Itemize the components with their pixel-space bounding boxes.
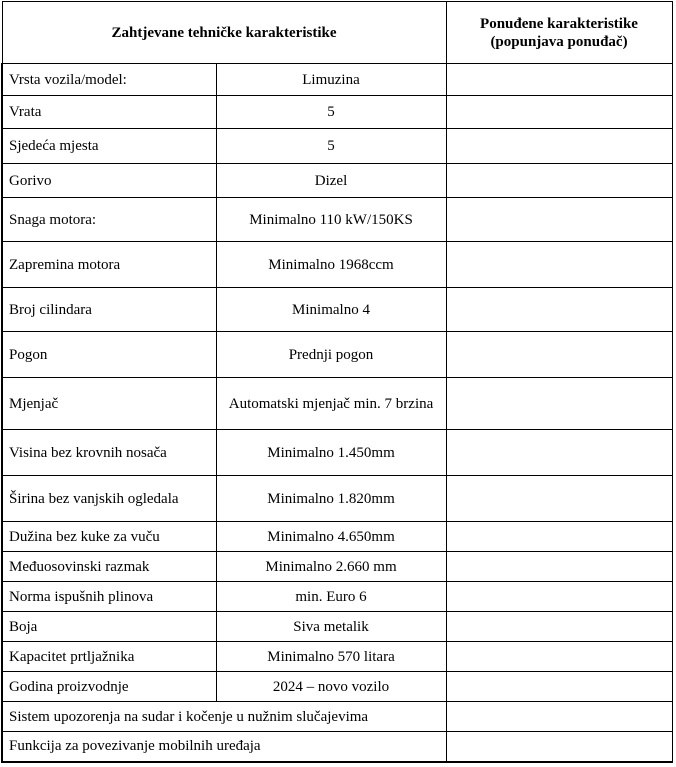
row-offered-cell[interactable] bbox=[446, 198, 672, 242]
row-label: Dužina bez kuke za vuču bbox=[2, 522, 216, 552]
table-row bbox=[2, 582, 672, 612]
row-label: Visina bez krovnih nosača bbox=[2, 430, 216, 476]
row-required-value: 5 bbox=[216, 129, 446, 164]
table-row bbox=[2, 242, 672, 288]
row-required-value: Minimalno 2.660 mm bbox=[216, 552, 446, 582]
row-required-value: Automatski mjenjač min. 7 brzina bbox=[216, 378, 446, 430]
table-row bbox=[2, 612, 672, 642]
row-offered-cell[interactable] bbox=[446, 702, 672, 732]
row-label-wide: Funkcija za povezivanje mobilnih uređaja bbox=[2, 732, 446, 762]
required-characteristics-header: Zahtjevane tehničke karakteristike bbox=[2, 2, 446, 64]
row-label: Mjenjač bbox=[2, 378, 216, 430]
row-offered-cell[interactable] bbox=[446, 64, 672, 96]
row-offered-cell[interactable] bbox=[446, 430, 672, 476]
row-offered-cell[interactable] bbox=[446, 582, 672, 612]
row-required-value: Prednji pogon bbox=[216, 332, 446, 378]
table-row bbox=[2, 332, 672, 378]
row-offered-cell[interactable] bbox=[446, 476, 672, 522]
row-required-value: Limuzina bbox=[216, 64, 446, 96]
row-offered-cell[interactable] bbox=[446, 96, 672, 129]
row-offered-cell[interactable] bbox=[446, 642, 672, 672]
row-required-value: Minimalno 1968ccm bbox=[216, 242, 446, 288]
table-row bbox=[2, 702, 672, 732]
table-row bbox=[2, 198, 672, 242]
row-label: Kapacitet prtljažnika bbox=[2, 642, 216, 672]
table-row bbox=[2, 642, 672, 672]
row-offered-cell[interactable] bbox=[446, 242, 672, 288]
table-row bbox=[2, 164, 672, 198]
row-required-value: 5 bbox=[216, 96, 446, 129]
row-offered-cell[interactable] bbox=[446, 522, 672, 552]
row-offered-cell[interactable] bbox=[446, 378, 672, 430]
table-row bbox=[2, 96, 672, 129]
row-required-value: min. Euro 6 bbox=[216, 582, 446, 612]
row-label: Pogon bbox=[2, 332, 216, 378]
row-required-value: Minimalno 110 kW/150KS bbox=[216, 198, 446, 242]
row-offered-cell[interactable] bbox=[446, 332, 672, 378]
row-required-value: Minimalno 1.820mm bbox=[216, 476, 446, 522]
row-label: Širina bez vanjskih ogledala bbox=[2, 476, 216, 522]
offered-header-line1: Ponuđene karakteristike bbox=[480, 15, 638, 32]
table-row bbox=[2, 476, 672, 522]
table-row bbox=[2, 378, 672, 430]
row-offered-cell[interactable] bbox=[446, 164, 672, 198]
row-label: Boja bbox=[2, 612, 216, 642]
row-offered-cell[interactable] bbox=[446, 129, 672, 164]
offered-characteristics-header bbox=[446, 2, 672, 64]
row-offered-cell[interactable] bbox=[446, 288, 672, 332]
row-label: Gorivo bbox=[2, 164, 216, 198]
row-required-value: Minimalno 4 bbox=[216, 288, 446, 332]
table-row bbox=[2, 129, 672, 164]
row-label: Snaga motora: bbox=[2, 198, 216, 242]
row-required-value: Minimalno 1.450mm bbox=[216, 430, 446, 476]
specifications-table bbox=[1, 1, 673, 763]
table-header-row bbox=[2, 2, 672, 64]
row-offered-cell[interactable] bbox=[446, 672, 672, 702]
row-label-wide: Sistem upozorenja na sudar i kočenje u nužnim slučajevima bbox=[2, 702, 446, 732]
offered-header-line2: (popunjava ponuđač) bbox=[490, 33, 628, 50]
row-label: Norma ispušnih plinova bbox=[2, 582, 216, 612]
row-required-value: Minimalno 570 litara bbox=[216, 642, 446, 672]
row-label: Međuosovinski razmak bbox=[2, 552, 216, 582]
row-label: Sjedeća mjesta bbox=[2, 129, 216, 164]
row-label: Vrsta vozila/model: bbox=[2, 64, 216, 96]
table-row bbox=[2, 430, 672, 476]
table-row bbox=[2, 288, 672, 332]
row-offered-cell[interactable] bbox=[446, 612, 672, 642]
table-row bbox=[2, 672, 672, 702]
row-required-value: Minimalno 4.650mm bbox=[216, 522, 446, 552]
table-row bbox=[2, 522, 672, 552]
table-row bbox=[2, 732, 672, 762]
row-offered-cell[interactable] bbox=[446, 552, 672, 582]
row-required-value: 2024 – novo vozilo bbox=[216, 672, 446, 702]
row-label: Godina proizvodnje bbox=[2, 672, 216, 702]
table-row bbox=[2, 64, 672, 96]
row-label: Zapremina motora bbox=[2, 242, 216, 288]
row-required-value: Dizel bbox=[216, 164, 446, 198]
row-required-value: Siva metalik bbox=[216, 612, 446, 642]
row-label: Vrata bbox=[2, 96, 216, 129]
row-offered-cell[interactable] bbox=[446, 732, 672, 762]
row-label: Broj cilindara bbox=[2, 288, 216, 332]
table-row bbox=[2, 552, 672, 582]
